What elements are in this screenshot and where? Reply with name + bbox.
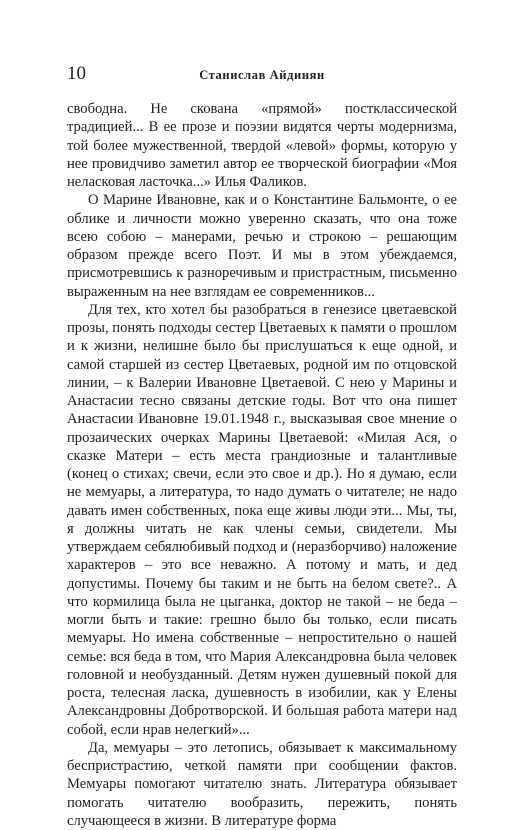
page-number: 10 xyxy=(67,63,86,84)
paragraph-2: О Марине Ивановне, как и о Константине Бальмонте, о ее облике и личности можно уверенно сказать, что она тоже всею собою – манерами, речью и строкою – решающим образом прежде всего Поэт. И мы в этом убеждаемся, присмотревшись к разноречивым и пристрастным, письменно выраженным на нее взглядам ее современников... xyxy=(67,192,457,300)
running-head-author: Станислав Айдинян xyxy=(199,68,325,82)
paragraph-3: Для тех, кто хотел бы разобраться в генезисе цветаевской прозы, понять подходы сестер Цветаевых к памяти о прошлом и к жизни, нелишне было бы прислушаться к еще одной, и самой старшей из сестер Цветаевых, родной им по отцовской линии, – к Валерии Ивановне Цветаевой. С нею у Марины и Анастасии тесно связаны детские годы. Вот что она пишет Анастасии Ивановне 19.01.1948 г., высказывая свое мнение о прозаических очерках Марины Цветаевой: «Милая Ася, о сказке Матери – есть места грандиозные и талантливые (конец о стихах; свечи, если это свое и др.). Но я думаю, если не мемуары, а литература, то надо думать о читателе; не надо давать имен собственных, пока еще живы люди эти... Мы, ты, я должны читать не как члены семьи, свидетели. Мы утверждаем себялюбивый подход и (неразборчиво) наложение характеров – это все неважно. А потому и мать, и дед допустимы. Почему бы таким и не быть на белом свете?.. А что кормилица была не цыганка, доктор не такой – не беда – могли быть и такие: грешно было бы только, если писать мемуары. Но имена собственные – непростительно о нашей семье: вся беда в том, что Мария Александровна была человек головной и необузданный. Детям нужен душевный покой для роста, телесная ласка, душевность в изобилии, как у Елены Александровны Добротворской. И большая работа матери над собой, если нрав нелегкий»... xyxy=(67,301,457,738)
paragraph-1: свободна. Не скована «прямой» постклассической традицией... В ее прозе и поэзии видятся черты модернизма, той более мужественной, твердой «левой» формы, которую у нее провидчиво заметил автор ее творческой биографии «Моя неласковая ласточка...» Илья Фаликов. xyxy=(67,101,457,190)
book-page xyxy=(67,62,457,830)
paragraph-4: Да, мемуары – это летопись, обязывает к максимальному беспристрастию, четкой памяти при сообщении фактов. Мемуары помогают читателю знать. Литература обязывает помогать читателю вообразить, пережить, понять случающееся в жизни. В литературе форма xyxy=(67,739,457,829)
body-text xyxy=(67,100,457,830)
running-head xyxy=(67,62,457,90)
